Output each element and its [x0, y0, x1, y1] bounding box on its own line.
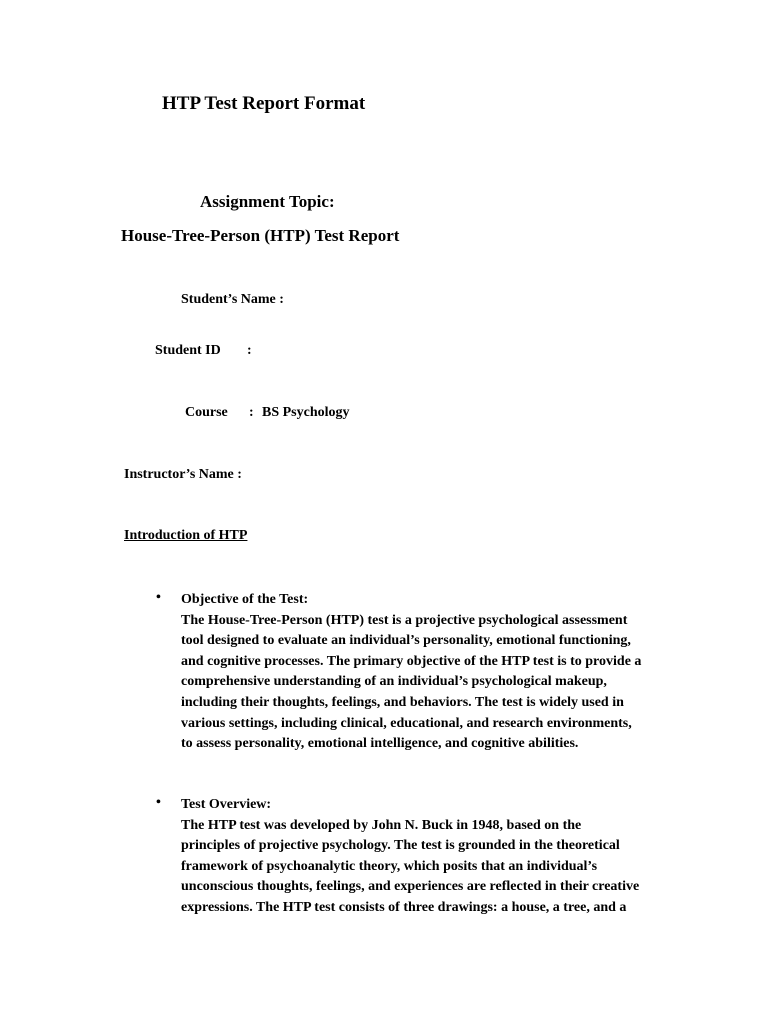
course-field [185, 405, 350, 421]
bullet-heading: Objective of the Test: [181, 592, 309, 607]
paragraph-line: comprehensive understanding of an individual’s psychological makeup, [181, 674, 607, 690]
bullet-marker: • [156, 590, 161, 605]
course-label: Course [185, 405, 228, 420]
paragraph-line: to assess personality, emotional intelligence, and cognitive abilities. [181, 736, 579, 752]
student-id-colon: : [247, 343, 252, 358]
paragraph-line: expressions. The HTP test consists of three drawings: a house, a tree, and a [181, 899, 627, 915]
course-colon: : [249, 405, 254, 420]
paragraph-line: tool designed to evaluate an individual’s personality, emotional functioning, [181, 633, 631, 649]
student-id-label: Student ID [155, 343, 221, 358]
student-id-field [155, 343, 252, 359]
bullet-test-overview [181, 795, 681, 919]
paragraph-line: including their thoughts, feelings, and behaviors. The test is widely used in [181, 694, 624, 710]
assignment-topic-title: House-Tree-Person (HTP) Test Report [121, 226, 400, 245]
course-value: BS Psychology [262, 405, 350, 420]
bullet-objective [181, 590, 681, 755]
instructor-name-field: Instructor’s Name : [124, 467, 242, 482]
bullet-marker: • [156, 795, 161, 810]
paragraph-line: various settings, including clinical, educational, and research environments, [181, 715, 632, 731]
paragraph-line: principles of projective psychology. The test is grounded in the theoretical [181, 838, 620, 854]
section-heading: Introduction of HTP [124, 528, 248, 543]
paragraph-line: The House-Tree-Person (HTP) test is a projective psychological assessment [181, 612, 628, 628]
paragraph-line: and cognitive processes. The primary objective of the HTP test is to provide a [181, 653, 642, 669]
paragraph-line: The HTP test was developed by John N. Buck in 1948, based on the [181, 817, 582, 833]
assignment-topic-label: Assignment Topic: [200, 192, 335, 211]
student-name-field: Student’s Name : [181, 292, 284, 307]
paragraph-line: unconscious thoughts, feelings, and experiences are reflected in their creative [181, 879, 640, 895]
paragraph-line: framework of psychoanalytic theory, which posits that an individual’s [181, 858, 598, 874]
bullet-heading: Test Overview: [181, 797, 272, 812]
document-title: HTP Test Report Format [162, 93, 366, 114]
